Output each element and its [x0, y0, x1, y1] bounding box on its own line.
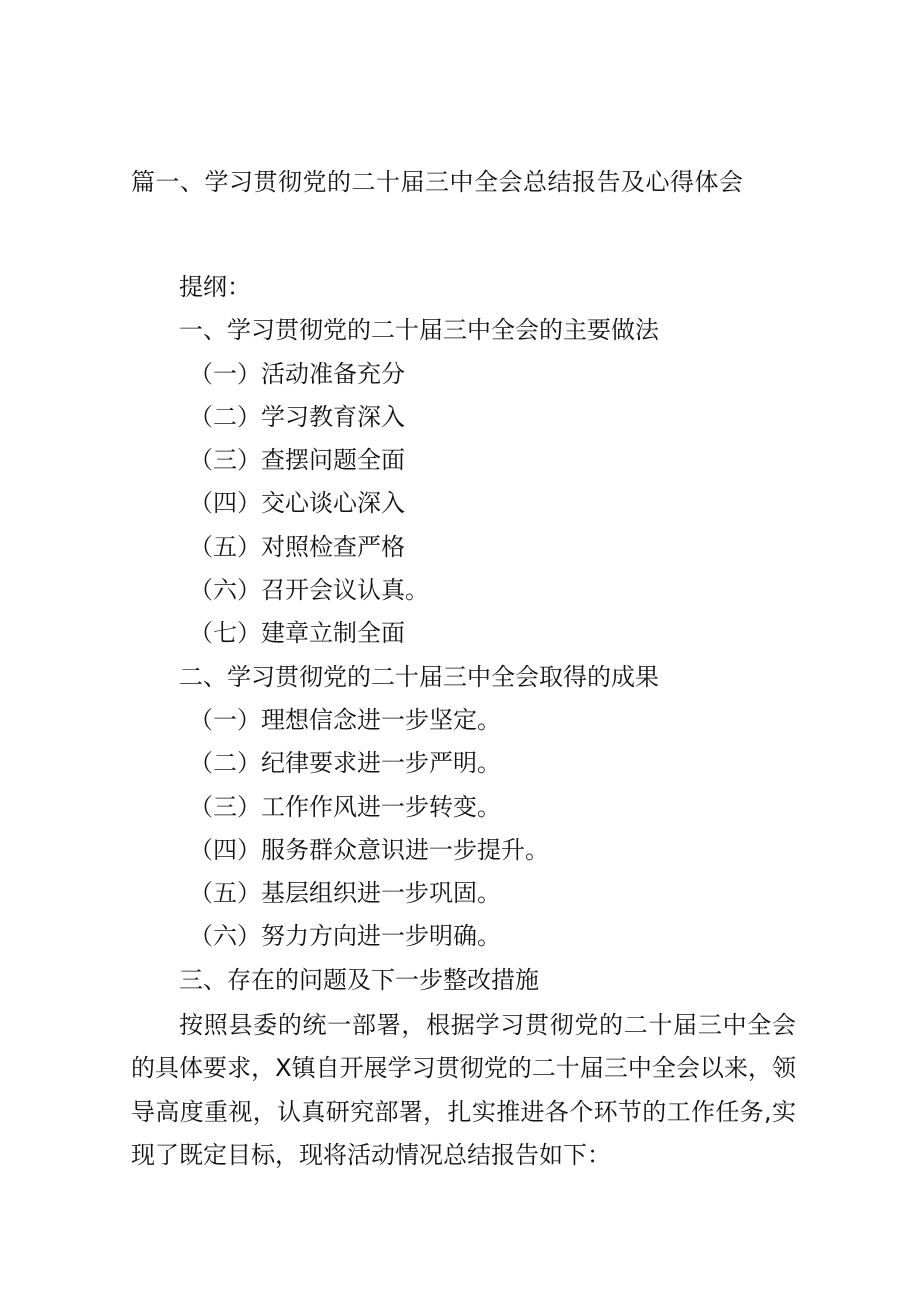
outline-item: （一）活动准备充分 [189, 359, 405, 388]
outline-item: （六）召开会议认真。 [189, 576, 429, 605]
outline-item: （五）基层组织进一步巩固。 [189, 879, 501, 908]
outline-item: （五）对照检查严格 [189, 532, 405, 561]
outline [131, 266, 801, 1002]
outline-item: （六）努力方向进一步明确。 [189, 922, 501, 951]
outline-item: （四）交心谈心深入 [189, 489, 405, 518]
section-heading-1: 一、学习贯彻党的二十届三中全会的主要做法 [179, 316, 659, 345]
outline-item: （二）学习教育深入 [189, 402, 405, 431]
outline-item: （一）理想信念进一步坚定。 [189, 705, 501, 734]
outline-item: （三）查摆问题全面 [189, 446, 405, 475]
outline-label: 提纲： [179, 273, 251, 301]
outline-item: （三）工作作风进一步转变。 [189, 792, 501, 821]
outline-item: （二）纪律要求进一步严明。 [189, 749, 501, 778]
outline-item: （七）建章立制全面 [189, 619, 405, 648]
outline-item: （四）服务群众意识进一步提升。 [189, 835, 549, 864]
section-heading-2: 二、学习贯彻党的二十届三中全会取得的成果 [179, 662, 659, 691]
section-heading-3: 三、存在的问题及下一步整改措施 [179, 965, 539, 994]
body-paragraph: 按照县委的统一部署，根据学习贯彻党的二十届三中全会的具体要求，X镇自开展学习贯彻党的二十届三中全会以来，领导高度重视，认真研究部署，扎实推进各个环节的工作任务,实现了既定目标，现将活动情况总结报告如下： [131, 1011, 796, 1169]
document-title: 篇一、学习贯彻党的二十届三中全会总结报告及心得体会 [131, 168, 744, 196]
